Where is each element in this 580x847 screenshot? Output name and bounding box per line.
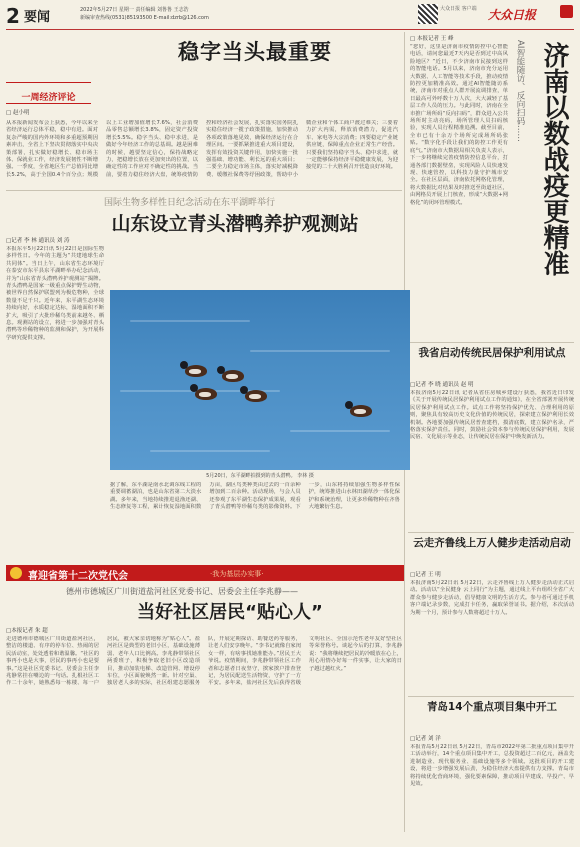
qr-caption: 大众日报 客户端	[440, 6, 477, 12]
party-emblem-icon	[10, 567, 22, 579]
section-name: 要闻	[24, 10, 51, 25]
duck-icon	[222, 370, 244, 382]
duck-icon	[350, 405, 372, 417]
right-mid-title[interactable]: 我省启动传统民居保护利用试点	[418, 347, 566, 359]
feature-body-right: 据了解，东平湖是南水北调东线工程的重要调蓄湖泊，也是山东省第二大淡水湖。多年来，当地持续推进退渔还湖、生态修复等工程，累计恢复湿地面积数万亩，湖区鸟类种类由过去的一百余种增加到二百余种。活动现场，与会人员还参观了东平湖生态保护成果展，观看了青头潜鸭等珍稀鸟类的影像资料。下一步，山东将持续加强生物多样性保护，统筹推进山水林田湖草沙一体化保护和系统治理，让更多珍稀物种在齐鲁大地繁衍生息。	[110, 482, 400, 511]
newspaper-logo: 大众日报	[488, 8, 537, 22]
right-rule-1	[408, 342, 574, 343]
right-top-body: “您好，这里是济南市疫情防控中心智能电话，请问您最近7天内是否到过中高风险地区？”近日，不少济南市民接到这样的智能电话。5月以来，济南市充分运用大数据、人工智能等技术手段，推动疫情防控更加精准高效。通过AI智能随访系统，济南市对重点人群开展流调排查，单日最高可外呼数十万人次，大大减轻了基层工作人员的压力。与此同时，济南在全市推广场所码“反向扫码”，群众进入公共场所时主动亮码，场所管理人员扫码核验，实现人员行程精准追溯。截至目前，全市已有十余万个场所完成场所码张贴。“数字化手段让我们的防控工作更有底气。”济南市大数据局相关负责人表示，下一步将继续完善疫情防控信息平台，打通各部门数据壁垒，实现风险人员快速发现、快速管控，以科技力量守护城市安全。在社区层面，济南依托网格化管理，将大数据比对结果及时推送至街道社区，由网格员开展上门核查，形成“大数据+网格化”的闭环管理模式。	[410, 44, 508, 206]
qr-code-icon[interactable]	[418, 4, 438, 24]
right-rule-2	[408, 532, 574, 533]
lead-title[interactable]: 稳字当头最重要	[178, 40, 332, 64]
mail-line: 新编审查热线(0531)85193500 E-mail:dzrb@126.com	[80, 15, 209, 21]
duck-icon	[185, 365, 207, 377]
lead-body: 从本报新闻发布会上获悉，今年以来全省经济运行总体平稳，稳中有进。面对复杂严峻的国内外环境和多重超预期因素冲击，全省上下坚决贯彻落实中央决策部署，扎实做好稳增长、稳市场主体、保就业工作，经济发展韧性不断增强。一季度，全省地区生产总值同比增长5.2%，高于全国0.4个百分点；规模以上工业增加值增长7.6%，社会消费品零售总额增长3.8%，固定资产投资增长5.5%。稳字当头、稳中求进，是做好今年经济工作的总基调。越是困难的时候，越要坚定信心，保持战略定力，把稳增长放在更加突出的位置，以确定性的工作应对不确定性的挑战。当前，要着力稳住经济大盘，统筹疫情防控和经济社会发展，扎实落实国务院扎实稳住经济一揽子政策措施，加快推动各项政策落地见效，确保经济运行在合理区间。一要抓紧推进重大项目建设，发挥有效投资关键作用，加快实施一批强基础、增功能、利长远的重大项目；二要全力稳定市场主体，落实好减税降费、缓缴社保费等纾困政策，帮助中小微企业和个体工商户渡过难关；三要着力扩大内需，释放消费潜力，促进汽车、家电等大宗消费；四要稳定产业链供应链，保障重点企业正常生产经营。只要我们坚持稳字当头、稳中求进，就一定能够保持经济平稳健康发展，为迎接党的二十大胜利召开营造良好环境。	[6, 120, 398, 178]
feature-header: 国际生物多样性日纪念活动在东平湖畔举行	[104, 198, 276, 208]
date-line: 2022年5月27日 星期一 责任编辑 刘鲁鲁 王志浩	[80, 7, 189, 13]
feature-body-left: 本报东平5月22日讯 5月22日是国际生物多样性日。今年的主题为“共建地球生命共同体”。当日上午，山东省生态环境厅在泰安市东平县东平湖畔举办纪念活动，并为“山东省青头潜鸭养护观测站”揭牌。青头潜鸭是国家一级重点保护野生动物，被世界自然保护联盟列为极危物种，全球数量不足千只。近年来，东平湖生态环境持续向好，水质稳定达标，湿地面积不断扩大，吸引了大批珍稀鸟类前来越冬、栖息。观测站的设立，将进一步加强对青头潜鸭等珍稀物种的监测和保护，为开展科学研究提供支撑。	[6, 246, 104, 341]
header-rule	[6, 29, 574, 30]
feature-rule	[6, 190, 402, 191]
photo-caption: 5月20日，东平湖畔拍摄到的青头潜鸭。 李林 摄	[206, 473, 314, 479]
third-header: 德州市德城区广川街道盐河社区党委书记、居委会主任李兆静——	[66, 587, 298, 596]
duck-photo[interactable]	[110, 290, 410, 470]
page-number: 2	[6, 4, 20, 28]
third-body: 走进德州市德城区广川街道盐河社区，整洁的楼道、有序的停车位、热闹的居民活动室，处处透着和谐温馨。“社区的事再小也是大事，居民的事再小也是要事。”这是社区党委书记、居委会主任李兆静常挂在嘴边的一句话。扎根社区工作二十余年，她熟悉每一栋楼、每一户居民，被大家亲切地称为“贴心人”。盐河社区是典型的老旧小区，基础设施薄弱、老年人口比例高。李兆静带领社区两委班子，积极争取老旧小区改造项目，推动加装电梯、改造管网、增设停车位，小区面貌焕然一新。针对空巢、独居老人多的实际，社区组建志愿服务队，开展定期探访、助餐送药等服务，让老人们安享晚年。“李书记就像自家闺女一样，有啥事找她准能办。”居民王大爷说。疫情期间，李兆静带领社区工作者和志愿者日夜坚守，挨家挨户排查登记，为居民配送生活物资，守护了一方平安。多年来，盐河社区先后获得省级文明社区、全国示范性老年友好型社区等荣誉称号。谈起今后的打算，李兆静说：“我将继续把居民的冷暖放在心上，用心用情办好每一件实事，让大家的日子越过越红火。”	[6, 636, 402, 687]
feature-title[interactable]: 山东设立青头潜鸭养护观测站	[111, 213, 359, 235]
right-bottom-body: 本报青岛5月22日讯 5月22日，青岛市2022年第二批重点项目集中开工活动举行，14个重点项目集中开工，总投资超过二百亿元，涵盖先进制造业、现代服务业、基础设施等多个领域。这批项目的开工建设，将进一步增强发展后劲，为稳住经济大盘提供有力支撑。青岛市将持续优化营商环境，强化要素保障，推动项目早建成、早投产、早见效。	[410, 744, 574, 788]
duck-icon	[245, 390, 267, 402]
right-mid-byline: □记者 李 晓 通讯员 赵 明	[410, 382, 474, 388]
label-rule-bottom	[6, 103, 91, 104]
right-bottom-title[interactable]: 青岛14个重点项目集中开工	[426, 701, 558, 713]
lead-byline: □ 赵小明	[6, 110, 30, 116]
right-rule-3	[408, 696, 574, 697]
banner-title: 喜迎省第十二次党代会	[28, 571, 128, 582]
label-rule	[6, 82, 91, 83]
right-third-body: 本报济南5月22日讯 5月22日，云走齐鲁线上万人健步走活动正式启动。活动以“全民健身 云上同行”为主题，通过线上平台组织全省广大群众参与健步走活动，倡导健康文明的生活方式。参与者可通过手机客户端记录步数，完成打卡任务，赢取荣誉证书。据介绍，本次活动为期一个月，预计参与人数将超过十万人。	[410, 580, 574, 616]
feature-byline: □记者 李 林 通讯员 刘 涛	[6, 238, 70, 244]
third-byline: □本报记者 朱 超	[6, 628, 48, 634]
right-top-byline: □ 本报记者 王 峰	[410, 36, 454, 42]
duck-icon	[195, 388, 217, 400]
logo-seal-icon	[560, 5, 573, 18]
right-third-title[interactable]: 云走齐鲁线上万人健步走活动启动	[413, 537, 571, 549]
right-top-title[interactable]: 济南以数战疫更精准	[539, 42, 569, 276]
banner-subtitle: ·我为基层办实事·	[210, 570, 264, 578]
lead-column-label: 一周经济评论	[21, 93, 76, 103]
right-mid-body: 本报济南5月22日讯 记者从省住房城乡建设厅获悉，我省近日印发《关于开展传统民居保护利用试点工作的通知》，在全省部署开展传统民居保护利用试点工作。试点工作将坚持保护优先、合理利用的原则，聚焦具有较高历史文化价值的传统民居，探索建立保护利用长效机制。各地要加强传统民居普查建档，摸清底数，建立保护名录，严格落实保护责任。同时，鼓励社会资本参与传统民居保护利用，发展民宿、文化展示等业态，让传统民居在保护中焕发新活力。	[410, 390, 574, 441]
right-top-subtitle: AI智能随访、反向扫码……	[515, 40, 525, 142]
right-bottom-byline: □记者 刘 洋	[410, 736, 441, 742]
third-title[interactable]: 当好社区居民“贴心人”	[137, 602, 323, 623]
right-third-byline: □记者 王 明	[410, 572, 441, 578]
